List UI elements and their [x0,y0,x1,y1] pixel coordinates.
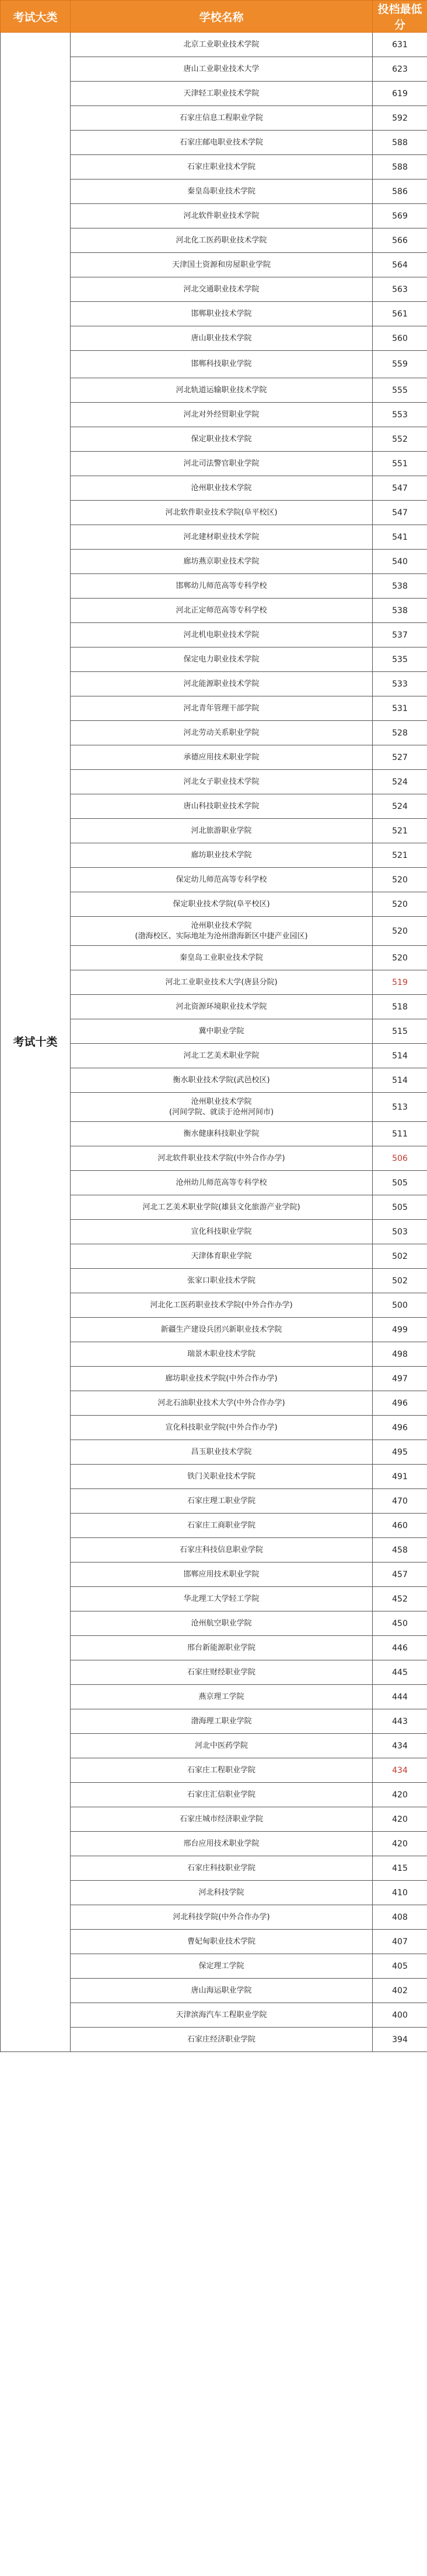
school-name-cell: 沧州幼儿师范高等专科学校 [71,1171,373,1195]
min-score-cell: 470 [373,1489,427,1514]
min-score-cell: 588 [373,131,427,155]
min-score-cell: 520 [373,892,427,917]
min-score-cell: 514 [373,1068,427,1093]
min-score-cell: 569 [373,204,427,228]
school-name-cell: 石家庄工程职业学院 [71,1758,373,1783]
school-name-cell: 河北劳动关系职业学院 [71,721,373,745]
min-score-cell: 524 [373,770,427,794]
school-name-cell: 天津轻工职业技术学院 [71,82,373,106]
min-score-cell: 547 [373,476,427,501]
min-score-cell: 592 [373,106,427,131]
school-name-cell: 北京工业职业技术学院 [71,33,373,57]
school-name-cell: 廊坊职业技术学院 [71,843,373,868]
school-name-cell: 石家庄财经职业学院 [71,1660,373,1685]
header-category: 考试大类 [1,1,71,33]
school-name-cell: 河北化工医药职业技术学院 [71,228,373,253]
min-score-cell: 533 [373,672,427,696]
min-score-cell: 502 [373,1244,427,1269]
header-school: 学校名称 [71,1,373,33]
min-score-cell: 566 [373,228,427,253]
min-score-cell: 528 [373,721,427,745]
min-score-cell: 505 [373,1171,427,1195]
school-name-cell: 铁门关职业技术学院 [71,1465,373,1489]
school-name-cell: 衡水职业技术学院(武邑校区) [71,1068,373,1093]
min-score-cell: 521 [373,819,427,843]
school-name-cell: 保定理工学院 [71,1954,373,1979]
school-name-cell: 河北软件职业技术学院(中外合作办学) [71,1146,373,1171]
school-name-cell: 衡水健康科技职业学院 [71,1122,373,1146]
min-score-cell: 555 [373,378,427,403]
school-name-cell: 天津体育职业学院 [71,1244,373,1269]
min-score-cell: 538 [373,574,427,599]
min-score-cell: 498 [373,1342,427,1367]
school-name-cell: 石家庄信息工程职业学院 [71,106,373,131]
min-score-cell: 520 [373,917,427,946]
min-score-cell: 563 [373,277,427,302]
header-score: 投档最低分 [373,1,427,33]
school-name-cell: 承德应用技术职业学院 [71,745,373,770]
school-name-cell: 保定幼儿师范高等专科学校 [71,868,373,892]
min-score-cell: 588 [373,155,427,180]
min-score-cell: 496 [373,1416,427,1440]
min-score-cell: 420 [373,1783,427,1807]
min-score-cell: 444 [373,1685,427,1709]
school-name-cell: 冀中职业学院 [71,1019,373,1044]
school-name-cell: 河北司法警官职业学院 [71,452,373,476]
school-name-cell: 河北化工医药职业技术学院(中外合作办学) [71,1293,373,1318]
school-name-cell: 河北软件职业技术学院(阜平校区) [71,501,373,525]
table-row [1,33,427,57]
school-name-cell: 河北女子职业技术学院 [71,770,373,794]
school-name-cell: 河北石油职业技术大学(中外合作办学) [71,1391,373,1416]
min-score-cell: 460 [373,1514,427,1538]
min-score-cell: 623 [373,57,427,82]
min-score-cell: 446 [373,1636,427,1660]
min-score-cell: 553 [373,403,427,427]
school-name-cell: 沧州航空职业学院 [71,1611,373,1636]
min-score-cell: 519 [373,970,427,995]
min-score-cell: 631 [373,33,427,57]
min-score-cell: 502 [373,1269,427,1293]
min-score-cell: 514 [373,1044,427,1068]
school-name-cell: 渤海理工职业学院 [71,1709,373,1734]
school-name-cell: 燕京理工学院 [71,1685,373,1709]
min-score-cell: 564 [373,253,427,277]
school-name-cell: 石家庄职业技术学院 [71,155,373,180]
table-header-row [1,1,427,33]
min-score-cell: 499 [373,1318,427,1342]
school-name-cell: 唐山科技职业技术学院 [71,794,373,819]
school-name-cell: 宣化科技职业学院(中外合作办学) [71,1416,373,1440]
school-name-cell: 廊坊燕京职业技术学院 [71,550,373,574]
min-score-cell: 552 [373,427,427,452]
school-name-cell: 石家庄科技信息职业学院 [71,1538,373,1563]
min-score-cell: 405 [373,1954,427,1979]
school-name-cell: 石家庄经济职业学院 [71,2028,373,2052]
school-name-cell: 宣化科技职业学院 [71,1220,373,1244]
school-name-cell: 邯郸职业技术学院 [71,302,373,326]
school-name-cell: 河北正定师范高等专科学校 [71,599,373,623]
school-name-cell: 河北科技学院 [71,1881,373,1905]
school-name-cell: 沧州职业技术学院 (河间学院、就读于沧州河间市) [71,1093,373,1122]
min-score-cell: 496 [373,1391,427,1416]
school-name-cell: 邢台新能源职业学院 [71,1636,373,1660]
school-name-cell: 邢台应用技术职业学院 [71,1832,373,1856]
min-score-cell: 402 [373,1979,427,2003]
min-score-cell: 540 [373,550,427,574]
min-score-cell: 458 [373,1538,427,1563]
school-name-cell: 瑞景木职业技术学院 [71,1342,373,1367]
min-score-cell: 524 [373,794,427,819]
min-score-cell: 410 [373,1881,427,1905]
min-score-cell: 408 [373,1905,427,1930]
min-score-cell: 560 [373,326,427,351]
school-name-cell: 秦皇岛工业职业技术学院 [71,946,373,970]
min-score-cell: 619 [373,82,427,106]
min-score-cell: 538 [373,599,427,623]
school-name-cell: 唐山工业职业技术大学 [71,57,373,82]
min-score-cell: 547 [373,501,427,525]
school-name-cell: 河北青年管理干部学院 [71,696,373,721]
min-score-cell: 415 [373,1856,427,1881]
school-name-cell: 沧州职业技术学院 (渤海校区、实际地址为沧州渤海新区中捷产业园区) [71,917,373,946]
min-score-cell: 561 [373,302,427,326]
school-name-cell: 唐山海运职业学院 [71,1979,373,2003]
min-score-cell: 434 [373,1734,427,1758]
min-score-cell: 420 [373,1807,427,1832]
school-name-cell: 河北中医药学院 [71,1734,373,1758]
school-name-cell: 石家庄科技职业学院 [71,1856,373,1881]
min-score-cell: 518 [373,995,427,1019]
min-score-cell: 531 [373,696,427,721]
school-name-cell: 廊坊职业技术学院(中外合作办学) [71,1367,373,1391]
min-score-cell: 443 [373,1709,427,1734]
table-body [1,33,427,2052]
min-score-cell: 434 [373,1758,427,1783]
category-cell: 考试十类 [1,33,71,2052]
min-score-cell: 506 [373,1146,427,1171]
school-name-cell: 天津国土资源和房屋职业学院 [71,253,373,277]
school-name-cell: 河北工艺美术职业学院(雄县文化旅游产业学院) [71,1195,373,1220]
min-score-cell: 551 [373,452,427,476]
school-name-cell: 邯郸应用技术职业学院 [71,1563,373,1587]
min-score-cell: 457 [373,1563,427,1587]
min-score-cell: 521 [373,843,427,868]
school-name-cell: 河北资源环境职业技术学院 [71,995,373,1019]
min-score-cell: 513 [373,1093,427,1122]
school-name-cell: 石家庄汇信职业学院 [71,1783,373,1807]
min-score-cell: 500 [373,1293,427,1318]
school-name-cell: 张家口职业技术学院 [71,1269,373,1293]
school-name-cell: 河北机电职业技术学院 [71,623,373,647]
school-name-cell: 保定电力职业技术学院 [71,647,373,672]
min-score-cell: 537 [373,623,427,647]
school-name-cell: 河北旅游职业学院 [71,819,373,843]
min-score-cell: 505 [373,1195,427,1220]
min-score-cell: 559 [373,351,427,378]
school-name-cell: 河北工业职业技术大学(唐县分院) [71,970,373,995]
school-name-cell: 邯郸幼儿师范高等专科学校 [71,574,373,599]
school-name-cell: 天津滨海汽车工程职业学院 [71,2003,373,2028]
school-name-cell: 昌玉职业技术学院 [71,1440,373,1465]
min-score-cell: 400 [373,2003,427,2028]
school-name-cell: 邯郸科技职业学院 [71,351,373,378]
min-score-cell: 420 [373,1832,427,1856]
school-name-cell: 沧州职业技术学院 [71,476,373,501]
school-name-cell: 河北轨道运输职业技术学院 [71,378,373,403]
school-name-cell: 石家庄理工职业学院 [71,1489,373,1514]
min-score-cell: 520 [373,946,427,970]
min-score-cell: 495 [373,1440,427,1465]
min-score-cell: 541 [373,525,427,550]
school-name-cell: 河北能源职业技术学院 [71,672,373,696]
min-score-cell: 445 [373,1660,427,1685]
min-score-cell: 520 [373,868,427,892]
school-name-cell: 河北科技学院(中外合作办学) [71,1905,373,1930]
min-score-cell: 452 [373,1587,427,1611]
school-name-cell: 秦皇岛职业技术学院 [71,180,373,204]
school-name-cell: 石家庄邮电职业技术学院 [71,131,373,155]
school-name-cell: 河北建材职业技术学院 [71,525,373,550]
school-name-cell: 河北对外经贸职业学院 [71,403,373,427]
school-name-cell: 保定职业技术学院 [71,427,373,452]
school-name-cell: 河北软件职业技术学院 [71,204,373,228]
min-score-cell: 527 [373,745,427,770]
min-score-cell: 394 [373,2028,427,2052]
min-score-cell: 497 [373,1367,427,1391]
school-name-cell: 华北理工大学轻工学院 [71,1587,373,1611]
school-name-cell: 唐山职业技术学院 [71,326,373,351]
school-name-cell: 石家庄工商职业学院 [71,1514,373,1538]
min-score-cell: 515 [373,1019,427,1044]
min-score-cell: 586 [373,180,427,204]
min-score-cell: 503 [373,1220,427,1244]
min-score-cell: 535 [373,647,427,672]
min-score-cell: 407 [373,1930,427,1954]
school-name-cell: 河北工艺美术职业学院 [71,1044,373,1068]
school-name-cell: 河北交通职业技术学院 [71,277,373,302]
min-score-cell: 511 [373,1122,427,1146]
min-score-cell: 450 [373,1611,427,1636]
school-name-cell: 石家庄城市经济职业学院 [71,1807,373,1832]
min-score-cell: 491 [373,1465,427,1489]
school-name-cell: 保定职业技术学院(阜平校区) [71,892,373,917]
school-name-cell: 新疆生产建设兵团兴新职业技术学院 [71,1318,373,1342]
school-name-cell: 曹妃甸职业技术学院 [71,1930,373,1954]
